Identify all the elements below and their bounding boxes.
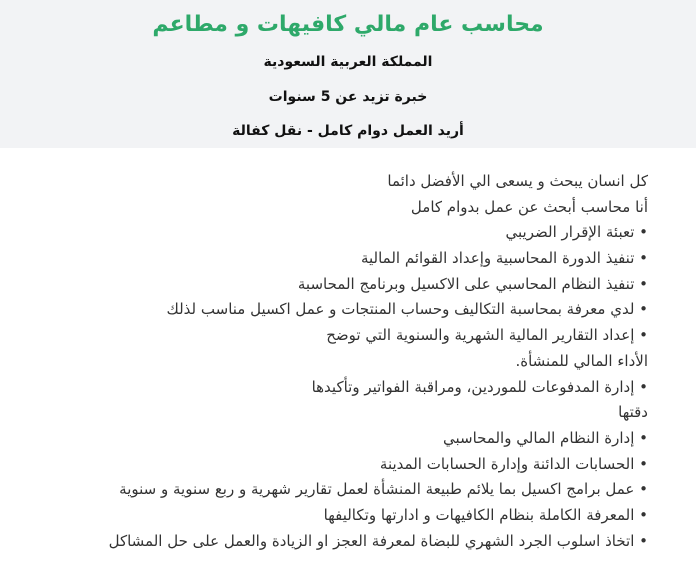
job-title: محاسب عام مالي كافيهات و مطاعم bbox=[152, 12, 544, 37]
country-label: المملكة العربية السعودية bbox=[263, 54, 433, 70]
list-item: • تعبئة الإقرار الضريبي bbox=[505, 223, 648, 242]
profile-description bbox=[48, 169, 648, 554]
list-item: • إدارة النظام المالي والمحاسبي bbox=[442, 428, 648, 447]
list-item: • لدي معرفة بمحاسبة التكاليف وحساب المنتجات و عمل اكسيل مناسب لذلك bbox=[166, 300, 648, 319]
profile-header bbox=[0, 0, 696, 148]
list-item: • المعرفة الكاملة بنظام الكافيهات و ادارتها وتكاليفها bbox=[323, 505, 648, 524]
intro-line: أنا محاسب أبحث عن عمل بدوام كامل bbox=[410, 197, 648, 216]
list-item: • تنفيذ النظام المحاسبي على الاكسيل وبرنامج المحاسبة bbox=[297, 274, 648, 293]
list-item: • تنفيذ الدورة المحاسبية وإعداد القوائم المالية bbox=[360, 249, 648, 268]
experience-label: خبرة تزيد عن 5 سنوات bbox=[268, 89, 428, 105]
list-item-continuation: دقتها bbox=[618, 403, 648, 422]
list-item: • الحسابات الدائنة وإدارة الحسابات المدينة bbox=[379, 454, 648, 473]
work-type-label: أريد العمل دوام كامل - نقل كفالة bbox=[232, 123, 464, 139]
list-item: • إدارة المدفوعات للموردين، ومراقبة الفواتير وتأكيدها bbox=[311, 377, 648, 396]
list-item: • عمل برامج اكسيل بما يلائم طبيعة المنشأة لعمل تقارير شهرية و ربع سنوية و سنوية bbox=[119, 480, 648, 499]
list-item: • اتخاذ اسلوب الجرد الشهري للبضاة لمعرفة العجز او الزيادة والعمل على حل المشاكل bbox=[108, 531, 648, 550]
list-item: • إعداد التقارير المالية الشهرية والسنوية التي توضح bbox=[326, 326, 648, 345]
intro-line: كل انسان يبحث و يسعى الي الأفضل دائما bbox=[387, 172, 648, 190]
list-item-continuation: الأداء المالي للمنشأة. bbox=[515, 351, 648, 370]
